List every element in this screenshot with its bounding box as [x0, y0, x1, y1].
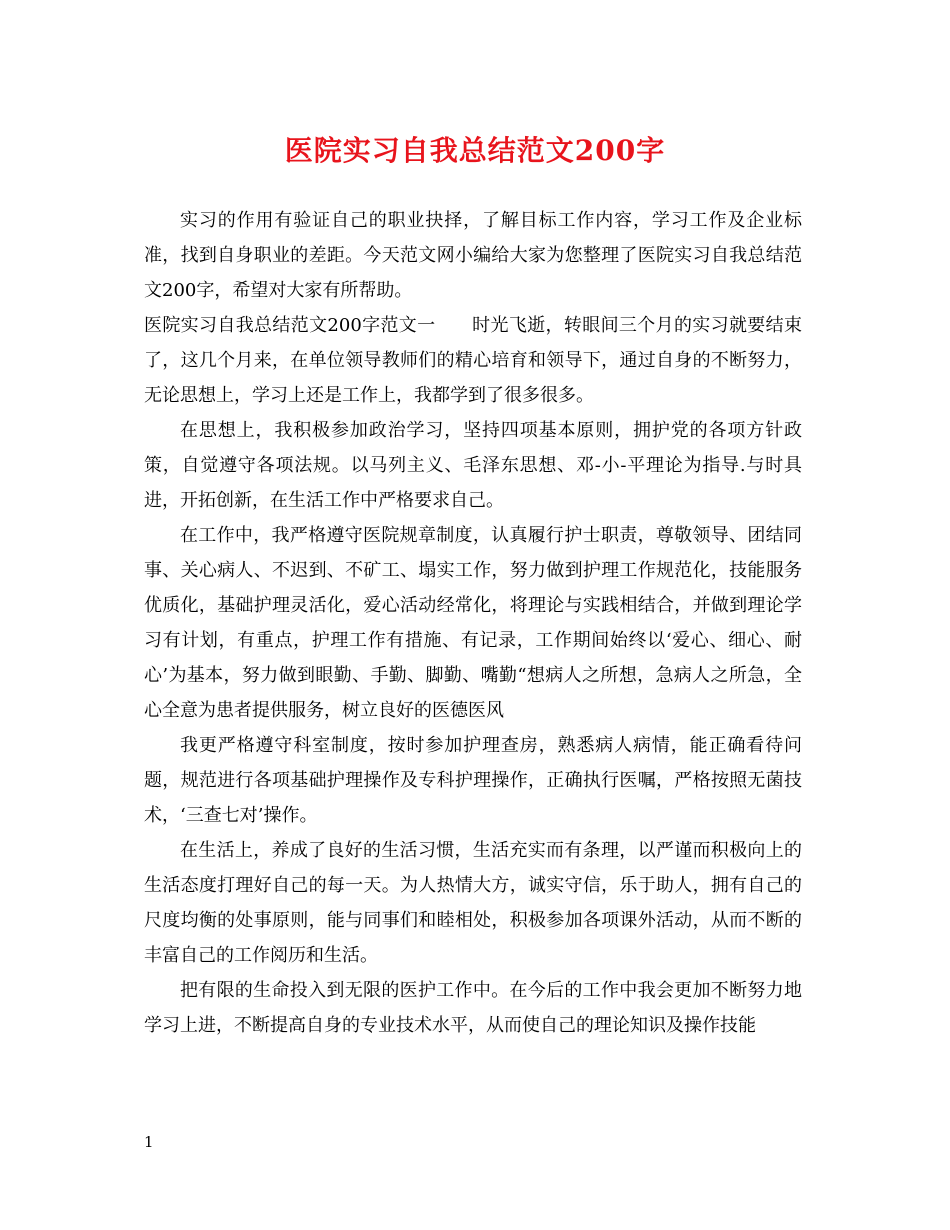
paragraph-life: 在生活上，养成了良好的生活习惯，生活充实而有条理，以严谨而积极向上的生活态度打理好自己的每一天。为人热情大方，诚实守信，乐于助人，拥有自己的尺度均衡的处事原则，能与同事们和睦相处，积极参加各项课外活动，从而不断的丰富自己的工作阅历和生活。: [144, 840, 802, 966]
paragraph-work: 在工作中，我严格遵守医院规章制度，认真履行护士职责，尊敬领导、团结同事、关心病人、不迟到、不矿工、塌实工作，努力做到护理工作规范化，技能服务优质化，基础护理灵活化，爱心活动经常化，将理论与实践相结合，并做到理论学习有计划，有重点，护理工作有措施、有记录，工作期间始终以‘爱心、细心、耐心’为基本，努力做到眼勤、手勤、脚勤、嘴勤“想病人之所想，急病人之所急，全心全意为患者提供服务，树立良好的医德医风: [144, 525, 802, 721]
paragraph-sample-one-opening: 医院实习自我总结范文200字范文一 时光飞逝，转眼间三个月的实习就要结束了，这几个月来，在单位领导教师们的精心培育和领导下，通过自身的不断努力，无论思想上，学习上还是工作上，我都学到了很多很多。: [144, 315, 802, 406]
paragraph-thought: 在思想上，我积极参加政治学习，坚持四项基本原则，拥护党的各项方针政策，自觉遵守各项法规。以马列主义、毛泽东思想、邓-小-平理论为指导.与时具进，开拓创新，在生活工作中严格要求自己。: [144, 420, 802, 511]
document-body: [144, 203, 802, 1043]
paragraph-department-rules: 我更严格遵守科室制度，按时参加护理查房，熟悉病人病情，能正确看待问题，规范进行各项基础护理操作及专科护理操作，正确执行医嘱，严格按照无菌技术，‘三查七对’操作。: [144, 735, 802, 826]
page-number: 1: [144, 1133, 154, 1151]
paragraph-future: 把有限的生命投入到无限的医护工作中。在今后的工作中我会更加不断努力地学习上进，不断提高自身的专业技术水平，从而使自己的理论知识及操作技能: [144, 980, 802, 1036]
paragraph-intro: 实习的作用有验证自己的职业抉择，了解目标工作内容，学习工作及企业标准，找到自身职业的差距。今天范文网小编给大家为您整理了医院实习自我总结范文200字，希望对大家有所帮助。: [144, 210, 802, 301]
document-title: 医院实习自我总结范文200字: [284, 134, 666, 167]
